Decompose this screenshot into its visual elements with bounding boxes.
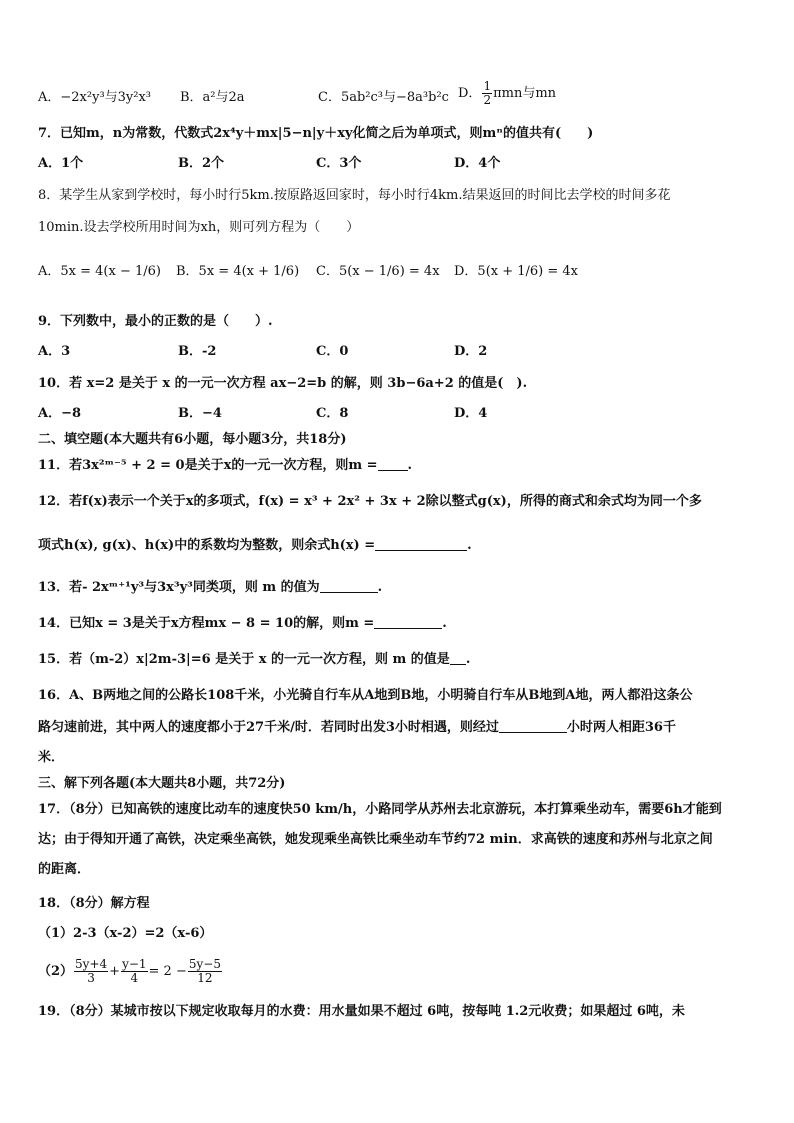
- q9-option-d: D．2: [454, 344, 488, 359]
- q18-fraction-2: [121, 958, 147, 985]
- q7-option-b: B．2个: [178, 156, 225, 171]
- q16-line2-text: 路匀速前进，其中两人的速度都小于27千米/时．若同时出发3小时相遇，则经过: [38, 720, 499, 735]
- q14-text: 14．已知x = 3是关于x方程mx − 8 = 10的解，则m =: [38, 616, 375, 631]
- q16-line2: [38, 718, 676, 738]
- q8-option-b: B．5x = 4(x + 1/6): [176, 264, 300, 279]
- fraction-numerator: 1: [483, 79, 492, 93]
- fraction-numerator: 5y−5: [188, 957, 221, 971]
- fraction-numerator: y−1: [122, 957, 147, 971]
- q13-text: 13．若- 2xᵐ⁺¹y³与3x³y³同类项，则 m 的值为: [38, 580, 320, 595]
- q18-fraction-3: [188, 958, 222, 985]
- q6-option-d-prefix: D．: [458, 86, 482, 101]
- q17-line2: 达；由于得知开通了高铁，决定乘坐高铁，她发现乘坐高铁比乘坐动车节约72 min．求高铁的速度和苏州与北京之间: [38, 832, 713, 847]
- fraction-denominator: 12: [197, 971, 213, 985]
- q13-end: .: [377, 580, 383, 595]
- q11-text: 11．若3x²ᵐ⁻⁵ + 2 = 0是关于x的一元一次方程，则m =: [38, 458, 378, 473]
- q9-option-c: C．0: [316, 344, 349, 359]
- q9-option-b: B．-2: [178, 344, 217, 359]
- q7-stem: 7．已知m，n为常数，代数式2x⁴y＋mx|5−n|y＋xy化简之后为单项式，则mⁿ的值共有( ): [38, 126, 594, 141]
- q15-end: .: [465, 652, 471, 667]
- q10-stem: 10．若 x=2 是关于 x 的一元一次方程 ax−2=b 的解，则 3b−6a+2 的值是( ).: [38, 376, 528, 391]
- q10-option-d: D．4: [454, 406, 488, 421]
- q8-option-a: A．5x = 4(x − 1/6): [38, 264, 161, 279]
- q14-end: .: [442, 616, 447, 631]
- q6-option-a: A．−2x²y³与3y²x³: [38, 90, 152, 105]
- q6-option-b: B．a²与2a: [180, 90, 245, 105]
- fraction-denominator: 4: [130, 971, 139, 985]
- q13-answer-blank[interactable]: [320, 578, 378, 593]
- q15-answer-blank[interactable]: [450, 650, 466, 665]
- q13: [38, 578, 382, 598]
- q10-option-a: A．−8: [38, 406, 82, 421]
- fraction-denominator: 3: [87, 971, 95, 985]
- q16-answer-blank[interactable]: [499, 718, 567, 733]
- q9-stem: 9．下列数中，最小的正数的是（ ）.: [38, 314, 273, 329]
- q12-line2: [38, 536, 472, 556]
- q10-option-b: B．−4: [178, 406, 222, 421]
- q16-line2-tail: 小时两人相距36千: [566, 720, 676, 735]
- q18-part2-label: （2）: [38, 964, 74, 979]
- q6-option-d: [458, 80, 556, 107]
- q11: [38, 456, 412, 476]
- q10-option-c: C．8: [316, 406, 349, 421]
- q16-line1: 16．A、B两地之间的公路长108千米，小光骑自行车从A地到B地，小明骑自行车从B地到A地，两人都沿这条公: [38, 688, 693, 703]
- q8-option-d: D．5(x + 1/6) = 4x: [454, 264, 579, 279]
- q8-stem-line2: 10min.设去学校所用时间为xh，则可列方程为（ ）: [38, 220, 360, 235]
- q6-option-c: C．5ab²c³与−8a³b²c: [318, 90, 449, 105]
- q8-stem-line1: 8．某学生从家到学校时，每小时行5km.按原路返回家时，每小时行4km.结果返回的时间比去学校的时间多花: [38, 188, 671, 203]
- q6-option-d-fraction: [482, 80, 492, 107]
- q14: [38, 614, 447, 634]
- q7-option-c: C．3个: [316, 156, 362, 171]
- q8-option-c: C．5(x − 1/6) = 4x: [316, 264, 440, 279]
- q18-operator-2: = 2 −: [148, 964, 187, 979]
- q17-line1: 17．（8分）已知高铁的速度比动车的速度快50 km/h，小路同学从苏州去北京游玩，本打算乘坐动车，需要6h才能到: [38, 802, 722, 817]
- q7-option-a: A．1个: [38, 156, 84, 171]
- q12-line2-text: 项式h(x), g(x)、h(x)中的系数均为整数，则余式h(x) =: [38, 538, 376, 553]
- q18-part1: （1）2-3（x-2）=2（x-6）: [38, 926, 213, 941]
- fraction-numerator: 5y+4: [75, 957, 108, 971]
- q7-option-d: D．4个: [454, 156, 501, 171]
- q11-answer-blank[interactable]: [378, 456, 408, 471]
- section-3-heading: 三、解下列各题(本大题共8小题，共72分): [38, 776, 286, 791]
- q15-text: 15．若（m-2）x|2m-3|=6 是关于 x 的一元一次方程，则 m 的值是: [38, 652, 450, 667]
- q6-option-d-suffix: πmn与mn: [493, 86, 557, 101]
- q9-option-a: A．3: [38, 344, 71, 359]
- q18-fraction-1: [74, 958, 108, 985]
- q17-line3: 的距离．: [38, 862, 91, 877]
- q18-operator-1: +: [109, 964, 121, 979]
- section-2-heading: 二、填空题(本大题共有6小题，每小题3分，共18分): [38, 432, 347, 447]
- q15: [38, 650, 470, 670]
- q12-end: .: [467, 538, 472, 553]
- q12-answer-blank[interactable]: [375, 536, 467, 551]
- q14-answer-blank[interactable]: [374, 614, 442, 629]
- q18-stem: 18．（8分）解方程: [38, 896, 150, 911]
- q18-part2: [38, 958, 223, 985]
- q16-line3: 米．: [38, 750, 65, 765]
- fraction-denominator: 2: [483, 93, 492, 107]
- q12-line1: 12．若f(x)表示一个关于x的多项式，f(x) = x³ + 2x² + 3x + 2除以整式g(x)，所得的商式和余式均为同一个多: [38, 494, 702, 509]
- q19-line1: 19．（8分）某城市按以下规定收取每月的水费：用水量如果不超过 6吨，按每吨 1.2元收费；如果超过 6吨，未: [38, 1004, 685, 1019]
- q11-end: .: [407, 458, 413, 473]
